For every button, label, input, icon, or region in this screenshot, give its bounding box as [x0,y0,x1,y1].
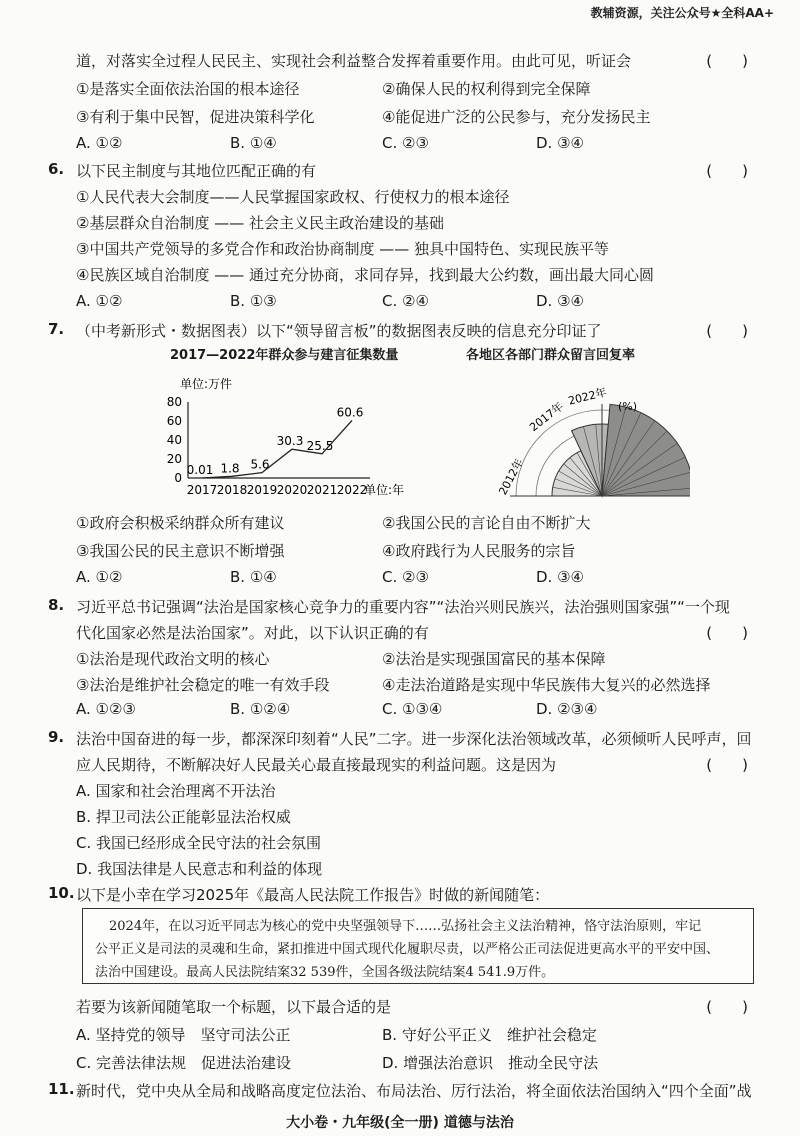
q8-stem-line-2: 代化国家必然是法治国家”。对此，以下认识正确的有 [76,624,429,642]
q9-option-d[interactable]: D. 我国法律是人民意志和利益的体现 [76,860,323,878]
q8-option-b[interactable]: B. ①②④ [230,700,291,718]
y-tick-label: 20 [166,452,182,466]
q7-statement-2: ②我国公民的言论自由不断扩大 [382,514,591,532]
q6-statement-3: ③中国共产党领导的多党合作和政治协商制度 —— 独具中国特色、实现民族平等 [76,240,609,258]
q5-statement-3: ③有利于集中民智，促进决策科学化 [76,108,315,126]
data-label: 30.3 [276,434,304,449]
q10-number: 10. [48,884,75,902]
year-label-2017: 2017年 [527,399,566,435]
data-label: 1.8 [220,461,240,476]
q5-statement-4: ④能促进广泛的公民参与，充分发扬民主 [382,108,651,126]
q11-number: 11. [48,1080,75,1098]
q8-option-d[interactable]: D. ②③④ [536,700,598,718]
line-chart-title: 2017—2022年群众参与建言征集数量 [170,348,399,363]
y-tick-label: 60 [166,414,182,428]
q6-statement-1: ①人民代表大会制度——人民掌握国家政权、行使权力的根本途径 [76,188,510,206]
y-tick-label: 80 [166,395,182,409]
q7-statement-3: ③我国公民的民主意识不断增强 [76,542,285,560]
q10-option-d[interactable]: D. 增强法治意识 推动全民守法 [382,1054,599,1072]
q5-answer-paren: ( ) [706,52,748,70]
page-footer: 大小卷・九年级(全一册) 道德与法治 [286,1115,514,1131]
pie-chart-title: 各地区各部门群众留言回复率 [466,348,636,363]
x-tick-label: 2018 [216,483,248,497]
q6-answer-paren: ( ) [706,162,748,180]
q6-statement-4: ④民族区域自治制度 —— 通过充分协商，求同存异，找到最大公约数，画出最大同心圆 [76,266,654,284]
year-label-2012: 2012年 [496,456,527,498]
q5-option-b[interactable]: B. ①④ [230,134,277,152]
q8-number: 8. [48,596,65,614]
q6-option-a[interactable]: A. ①② [76,292,123,310]
q7-option-c[interactable]: C. ②③ [382,568,429,586]
q8-answer-paren: ( ) [706,624,748,642]
data-label: 0.01 [186,462,214,477]
news-excerpt-line-3: 法治中国建设。最高人民法院结案32 539件，全国各级法院结案4 541.9万件。 [95,965,555,980]
q10-question: 若要为该新闻随笔取一个标题，以下最合适的是 [76,998,392,1016]
x-tick-label: 2019 [246,483,278,497]
q5-statement-1: ①是落实全面依法治国的根本途径 [76,80,300,98]
q8-option-c[interactable]: C. ①③④ [382,700,443,718]
data-label: 25.5 [306,438,334,453]
q10-option-c[interactable]: C. 完善法律法规 促进法治建设 [76,1054,292,1072]
q5-option-d[interactable]: D. ③④ [536,134,584,152]
q8-statement-2: ②法治是实现强国富民的基本保障 [382,650,606,668]
q5-option-a[interactable]: A. ①② [76,134,123,152]
q6-stem: 以下民主制度与其地位匹配正确的有 [76,162,317,180]
year-label-2022: 2022年 [566,385,608,408]
q5-stem-tail: 道，对落实全过程人民民主、实现社会利益整合发挥着重要作用。由此可见，听证会 [76,52,632,70]
q7-option-a[interactable]: A. ①② [76,568,123,586]
news-excerpt-line-1: 2024年，在以习近平同志为核心的党中央坚强领导下……弘扬社会主义法治精神，恪守法治原则，牢记 [109,919,702,934]
q8-option-a[interactable]: A. ①②③ [76,700,136,718]
x-tick-label: 2020 [276,483,308,497]
line-chart-unit-label: 单位:万件 [180,377,233,391]
q10-option-b[interactable]: B. 守好公平正义 维护社会稳定 [382,1026,597,1044]
pie-chart [490,368,690,500]
q9-number: 9. [48,728,65,746]
news-excerpt-box [82,908,754,984]
q6-statement-2: ②基层群众自治制度 —— 社会主义民主政治建设的基础 [76,214,444,232]
q8-statement-3: ③法治是维护社会稳定的唯一有效手段 [76,676,330,694]
news-excerpt-line-2: 公平正义是司法的灵魂和生命，紧扣推进中国式现代化履职尽责，以严格公正司法促进更高水平的平安中国、 [95,942,720,957]
q8-statement-1: ①法治是现代政治文明的核心 [76,650,270,668]
q9-option-c[interactable]: C. 我国已经形成全民守法的社会氛围 [76,834,322,852]
q6-number: 6. [48,160,65,178]
line-chart [150,368,450,500]
q9-option-a[interactable]: A. 国家和社会治理离不开法治 [76,782,276,800]
q7-option-d[interactable]: D. ③④ [536,568,584,586]
x-tick-label: 2017 [186,483,218,497]
q7-number: 7. [48,320,65,338]
q9-stem-line-2: 应人民期待，不断解决好人民最关心最直接最现实的利益问题。这是因为 [76,756,557,774]
q9-stem-line-1: 法治中国奋进的每一步，都深深印刻着“人民”二字。进一步深化法治领域改革，必须倾听人民呼声，回 [76,730,752,748]
x-tick-label: 2022 [336,483,368,497]
data-label: 5.6 [250,457,270,472]
x-tick-label: 2021 [306,483,338,497]
q8-stem-line-1: 习近平总书记强调“法治是国家核心竞争力的重要内容”“法治兴则民族兴，法治强则国家强”“一个现 [76,598,730,616]
q7-answer-paren: ( ) [706,322,748,340]
q5-option-c[interactable]: C. ②③ [382,134,429,152]
pie-chart-unit: (%) [618,400,638,413]
q7-statement-4: ④政府践行为人民服务的宗旨 [382,542,576,560]
q5-statement-2: ②确保人民的权利得到完全保障 [382,80,591,98]
q11-stem: 新时代，党中央从全局和战略高度定位法治、布局法治、厉行法治，将全面依法治国纳入“四个全面”战 [76,1082,752,1100]
q6-option-c[interactable]: C. ②④ [382,292,429,310]
q7-stem: （中考新形式・数据图表）以下“领导留言板”的数据图表反映的信息充分印证了 [76,322,602,340]
q6-option-d[interactable]: D. ③④ [536,292,584,310]
q9-option-b[interactable]: B. 捍卫司法公正能彰显法治权威 [76,808,291,826]
q6-option-b[interactable]: B. ①③ [230,292,277,310]
y-tick-label: 40 [166,433,182,447]
x-axis-unit-label: 单位:年 [364,483,405,497]
q10-stem: 以下是小幸在学习2025年《最高人民法院工作报告》时做的新闻随笔： [76,886,550,904]
q10-answer-paren: ( ) [706,998,748,1016]
q7-statement-1: ①政府会积极采纳群众所有建议 [76,514,285,532]
y-tick-label: 0 [174,471,182,485]
q9-answer-paren: ( ) [706,756,748,774]
q10-option-a[interactable]: A. 坚持党的领导 坚守司法公正 [76,1026,291,1044]
fan-wedge [602,404,690,496]
data-label: 60.6 [336,405,364,420]
publisher-watermark: 教辅资源，关注公众号★全科AA+ [590,6,774,20]
q8-statement-4: ④走法治道路是实现中华民族伟大复兴的必然选择 [382,676,711,694]
q7-option-b[interactable]: B. ①④ [230,568,277,586]
